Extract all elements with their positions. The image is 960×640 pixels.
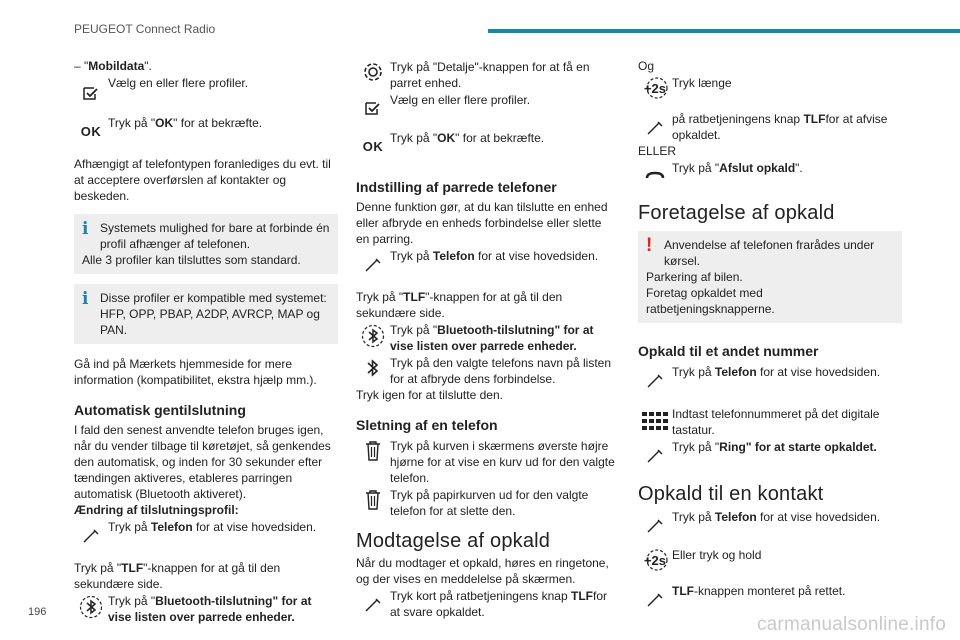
info-note-2: i Disse profiler er kompatible med systemet: HFP, OPP, PBAP, A2DP, AVRCP, MAP og PAN. <box>74 284 338 344</box>
finger-tap-icon <box>74 524 108 548</box>
step-ok: OK Tryk på "OK" for at bekræfte. <box>74 114 338 144</box>
info-note-1: i Systemets mulighed for bare at forbinde én profil afhænger af telefonen. Alle 3 profiler kan tilsluttes som standard. <box>74 214 338 274</box>
column-1 <box>74 58 338 625</box>
hold-2s-icon <box>638 546 672 574</box>
finger-tap-icon <box>638 588 672 612</box>
change-profile-label: Ændring af tilslutningsprofil: <box>74 503 239 517</box>
step-mounted: TLF-knappen monteret på rettet. <box>638 582 902 612</box>
step-ring: Tryk på "Ring" for at starte opkaldet. <box>638 438 902 468</box>
ok-icon: OK <box>362 139 384 154</box>
paragraph-website: Gå ind på Mærkets hjemmeside for mere information (kompatibilitet, ekstra hjælp mm.). <box>74 357 317 387</box>
step-telefon: Tryk på Telefon for at vise hovedsiden. <box>356 247 618 277</box>
heading-other-number: Opkald til et andet nummer <box>638 343 819 359</box>
checkbox-icon <box>356 97 390 121</box>
info-icon: i <box>82 289 89 309</box>
hang-up-icon <box>638 163 672 187</box>
step-short-press: Tryk kort på ratbetjeningens knap TLFfor at svare opkaldet. <box>356 587 618 620</box>
bluetooth-icon <box>356 321 390 351</box>
hold-label: +2s <box>643 81 667 96</box>
finger-tap-icon <box>638 444 672 468</box>
finger-tap-icon <box>356 253 390 277</box>
paragraph-receive: Når du modtager et opkald, høres en ringetone, og der vises en meddelelse på skærmen. <box>356 556 609 586</box>
step-select-profiles: Vælg en eller flere profiler. <box>356 91 618 121</box>
step-ok: OK Tryk på "OK" for at bekræfte. <box>356 129 618 159</box>
gear-icon <box>356 58 390 86</box>
step-telefon: Tryk på Telefon for at vise hovedsiden. <box>74 518 338 548</box>
step-detail: Tryk på "Detalje"-knappen for at få en parret enhed. <box>356 58 618 91</box>
heading-auto-reconnect: Automatisk gentilslutning <box>74 402 246 418</box>
eller-label: ELLER <box>638 144 677 158</box>
header-title: PEUGEOT Connect Radio <box>74 22 216 36</box>
heading-call-contact: Opkald til en kontakt <box>638 483 824 505</box>
heading-receive-call: Modtagelse af opkald <box>356 530 551 552</box>
paragraph-again: Tryk igen for at tilslutte den. <box>356 388 503 402</box>
step-enter-number: Indtast telefonnummeret på det digitale tastatur. <box>638 405 902 438</box>
finger-tap-icon <box>638 514 672 538</box>
checkbox-icon <box>74 82 108 106</box>
warning-note: ! Anvendelse af telefonen frarådes under kørsel. Parkering af bilen. Foretag opkaldet med ratbetjeningsknapperne. <box>638 231 902 323</box>
finger-tap-icon <box>638 369 672 393</box>
column-2 <box>356 58 618 620</box>
hold-label: +2s <box>643 553 667 568</box>
watermark: carmanualsonline.info <box>756 614 946 635</box>
finger-tap-icon <box>638 116 672 140</box>
paragraph-depend: Afhængigt af telefontypen foranlediges du evt. til at acceptere overførslen af kontakter og beskeden. <box>74 157 331 203</box>
step-select-profiles: Vælg en eller flere profiler. <box>74 74 338 106</box>
column-3 <box>638 58 902 612</box>
paragraph-paired: Denne funktion gør, at du kan tilslutte en enhed eller afbryde en enheds forbindelse eller slette en parring. <box>356 200 608 246</box>
paragraph-tlf: Tryk på "TLF"-knappen for at gå til den sekundære side. <box>356 290 563 320</box>
trash-icon <box>356 437 390 465</box>
step-long-press: +2s Tryk længe <box>638 74 902 102</box>
paragraph-auto: I fald den senest anvendte telefon bruges igen, når du vender tilbage til køretøjet, så genkendes den automatisk, og inden for 30 sekunder efter tændingen aktiveres, etableres parringen automatisk (Bluetooth aktiveret). <box>74 423 331 501</box>
heading-delete-phone: Sletning af en telefon <box>356 417 498 433</box>
paragraph-tlf: Tryk på "TLF"-knappen for at gå til den sekundære side. <box>74 561 281 591</box>
step-reject: på ratbetjeningens knap TLFfor at afvise opkaldet. <box>638 110 902 143</box>
info-icon: i <box>82 219 89 239</box>
ok-icon: OK <box>80 124 102 139</box>
step-telefon: Tryk på Telefon for at vise hovedsiden. <box>638 363 902 393</box>
step-bluetooth: Tryk på "Bluetooth-tilslutning" for at vise listen over parrede enheder. <box>356 321 618 354</box>
hold-2s-icon <box>638 74 672 102</box>
finger-tap-icon <box>356 593 390 617</box>
step-phone-name: Tryk på den valgte telefons navn på listen for at afbryde dens forbindelse. <box>356 354 618 387</box>
mobildata-line: – "Mobildata". <box>74 59 152 73</box>
bluetooth-icon <box>74 592 108 622</box>
step-end-call: Tryk på "Afslut opkald". <box>638 159 902 187</box>
step-hold: +2s Eller tryk og hold <box>638 546 902 574</box>
heading-make-call: Foretagelse af opkald <box>638 202 835 224</box>
step-trash-top: Tryk på kurven i skærmens øverste højre hjørne for at vise en kurv ud for den valgte telefon. <box>356 437 618 486</box>
step-telefon-contact: Tryk på Telefon for at vise hovedsiden. <box>638 508 902 538</box>
heading-paired-phones: Indstilling af parrede telefoner <box>356 179 557 195</box>
warning-icon: ! <box>646 235 653 256</box>
og-label: Og <box>638 59 655 73</box>
step-trash: Tryk på papirkurven ud for den valgte telefon for at slette den. <box>356 486 618 519</box>
keypad-icon <box>638 409 672 433</box>
page-number: 196 <box>28 606 47 618</box>
step-bluetooth: Tryk på "Bluetooth-tilslutning" for at vise listen over parrede enheder. <box>74 592 338 625</box>
header-bar <box>488 29 960 33</box>
trash-icon <box>356 486 390 514</box>
bluetooth-icon <box>356 354 390 382</box>
